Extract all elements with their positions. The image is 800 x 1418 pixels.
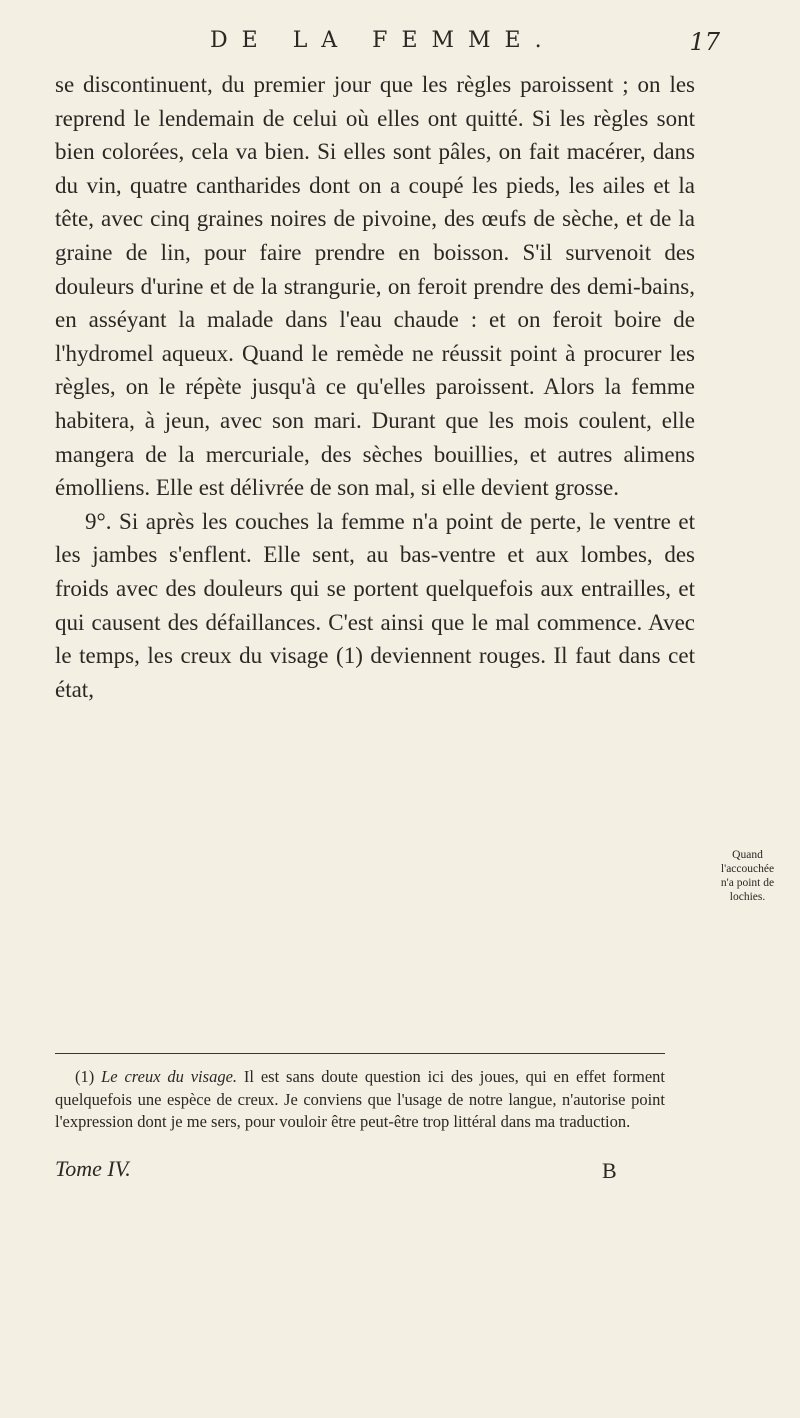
- margin-note-line: l'accouchée: [720, 863, 775, 875]
- margin-note-line: n'a point de: [720, 877, 775, 889]
- footnote-term: Le creux du visage.: [101, 1067, 238, 1086]
- footnote-text: Il est sans doute question ici des joues, qui en effet forment quelquefois une espèce de creux. Je conviens que l'usage de notre langue, n'autorise point l'expression dont je me sers, pour vouloir être peut-être trop littéral dans ma traduction.: [55, 1067, 666, 1131]
- margin-note-line: lochies.: [729, 891, 766, 903]
- running-head: [120, 28, 720, 68]
- paragraph: 9°. Si après les couches la femme n'a point de perte, le ventre et les jambes s'enflent. Elle sent, au bas-ventre et aux lombes, des froids avec des douleurs qui se portent quelquefois aux entrailles, et qui causent des défaillances. C'est ainsi que le mal commence. Avec le temps, les creux du visage (1) deviennent rouges. Il faut dans cet état,: [55, 508, 695, 702]
- margin-note-line: Quand: [732, 849, 763, 861]
- paragraph: se discontinuent, du premier jour que les règles paroissent ; on les reprend le lendemain de celui où elles ont quitté. Si les règles sont bien colorées, cela va bien. Si elles sont pâles, on fait macérer, dans du vin, quatre cantharides dont on a coupé les pieds, les ailes et la tête, avec cinq graines noires de pivoine, des œufs de sèche, et de la graine de lin, pour faire prendre en boisson. S'il survenoit des douleurs d'urine et de la strangurie, on feroit prendre des demi-bains, en asséyant la malade dans l'eau chaude : et on feroit boire de l'hydromel aqueux. Quand le remède ne réussit point à procurer les règles, on le répète jusqu'à ce qu'elles paroissent. Alors la femme habitera, à jeun, avec son mari. Durant que les mois coulent, elle mangera de la mercuriale, des sèches bouillies, et autres alimens émolliens. Elle est délivrée de son mal, si elle devient grosse.: [55, 72, 695, 501]
- footnote-marker: (1): [75, 1067, 95, 1086]
- body-text: [55, 68, 695, 706]
- running-title: DE LA FEMME.: [210, 28, 556, 53]
- footnote-divider: [55, 1053, 665, 1054]
- signature-mark: B: [602, 1158, 617, 1183]
- footnote: [55, 1066, 665, 1134]
- margin-note: [705, 848, 790, 904]
- volume-label: Tome IV.: [55, 1156, 131, 1181]
- page-number: 17: [689, 28, 720, 56]
